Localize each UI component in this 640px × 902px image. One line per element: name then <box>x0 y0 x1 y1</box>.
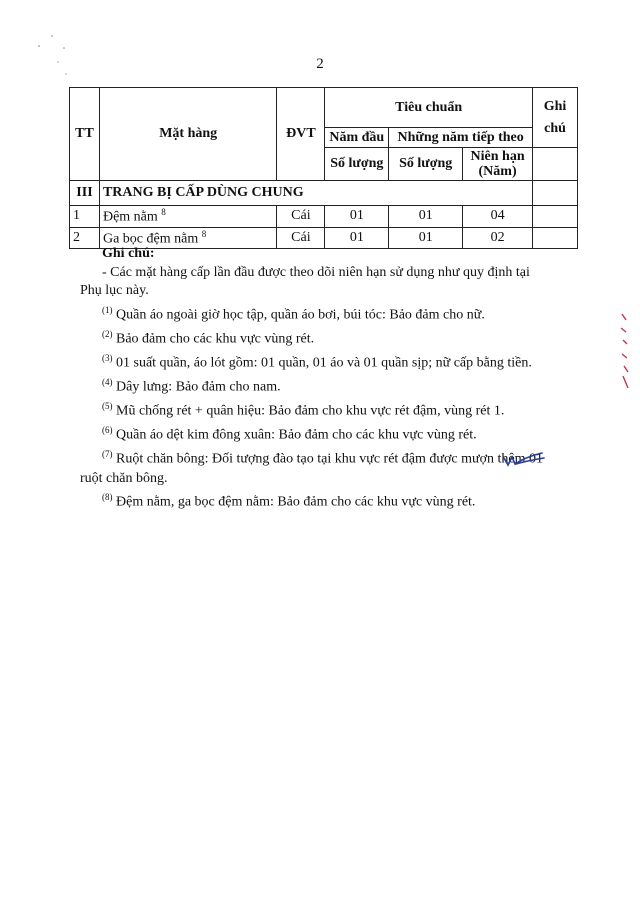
row-name: Ga bọc đệm nằm $^8$ <box>99 227 276 249</box>
row-note <box>533 206 578 228</box>
notes-intro-line2: Phụ lục này. <box>80 283 149 298</box>
note-item-2: $^{(2)}$ Bảo đảm cho các khu vực vùng rét. <box>102 328 315 347</box>
page-number: 2 <box>316 56 324 72</box>
row-term: 04 <box>463 206 533 228</box>
header-ghi-chu: Ghi chú <box>533 88 578 148</box>
row-term: 02 <box>463 227 533 249</box>
header-dvt: ĐVT <box>277 88 325 181</box>
header-so-luong-2: Số lượng <box>389 148 463 181</box>
row-next-years: 01 <box>389 206 463 228</box>
header-nien-han: Niên hạn (Năm) <box>463 148 533 181</box>
section-row <box>70 181 578 206</box>
row-tt: 2 <box>70 227 100 249</box>
note-item-1: $^{(1)}$ Quần áo ngoài giờ học tập, quần áo bơi, búi tóc: Bảo đảm cho nữ. <box>102 304 485 323</box>
header-tt: TT <box>70 88 100 181</box>
note-item-8: $^{(8)}$ Đệm nằm, ga bọc đệm nằm: Bảo đảm cho các khu vực vùng rét. <box>102 492 476 510</box>
equipment-table <box>69 87 578 249</box>
row-unit: Cái <box>277 206 325 228</box>
note-item-7: $^{(7)}$ Ruột chăn bông: Đối tượng đào tạo tại khu vực rét đậm được mượn thêm 01 <box>102 449 543 468</box>
header-tieu-chuan: Tiêu chuẩn <box>325 88 533 128</box>
row-first-year: 01 <box>325 227 389 249</box>
note-item-6: $^{(6)}$ Quần áo dệt kim đông xuân: Bảo đảm cho các khu vực vùng rét. <box>102 425 477 443</box>
notes-section <box>80 245 600 512</box>
notes-intro-line1: - Các mặt hàng cấp lần đầu được theo dõi niên hạn sử dụng như quy định tại <box>102 264 530 280</box>
note-item-5: $^{(5)}$ Mũ chống rét + quân hiệu: Bảo đảm cho khu vực rét đậm, vùng rét 1. <box>102 401 505 419</box>
header-so-luong-1: Số lượng <box>325 148 389 181</box>
row-first-year: 01 <box>325 206 389 228</box>
header-nhung-nam: Những năm tiếp theo <box>389 128 533 148</box>
table-row <box>70 206 578 228</box>
row-unit: Cái <box>277 227 325 249</box>
header-ghi-chu-blank <box>533 148 578 181</box>
row-tt: 1 <box>70 206 100 228</box>
header-nam-dau: Năm đầu <box>325 128 389 148</box>
note-item-3: $^{(3)}$ 01 suất quần, áo lót gồm: 01 quần, 01 áo và 01 quần sịp; nữ cấp bằng tiền. <box>102 352 532 371</box>
section-title: TRANG BỊ CẤP DÙNG CHUNG <box>99 181 532 206</box>
header-mat-hang: Mặt hàng <box>99 88 276 181</box>
row-next-years: 01 <box>389 227 463 249</box>
note-item-7-continued: ruột chăn bông. <box>80 470 168 486</box>
notes-title: Ghi chú: <box>102 246 155 261</box>
section-tt: III <box>70 181 100 206</box>
row-name: Đệm nằm $^8$ <box>99 206 276 228</box>
initials-signature <box>500 448 550 472</box>
note-item-4: $^{(4)}$ Dây lưng: Bảo đảm cho nam. <box>102 376 281 395</box>
margin-stamp-mark <box>618 310 632 390</box>
